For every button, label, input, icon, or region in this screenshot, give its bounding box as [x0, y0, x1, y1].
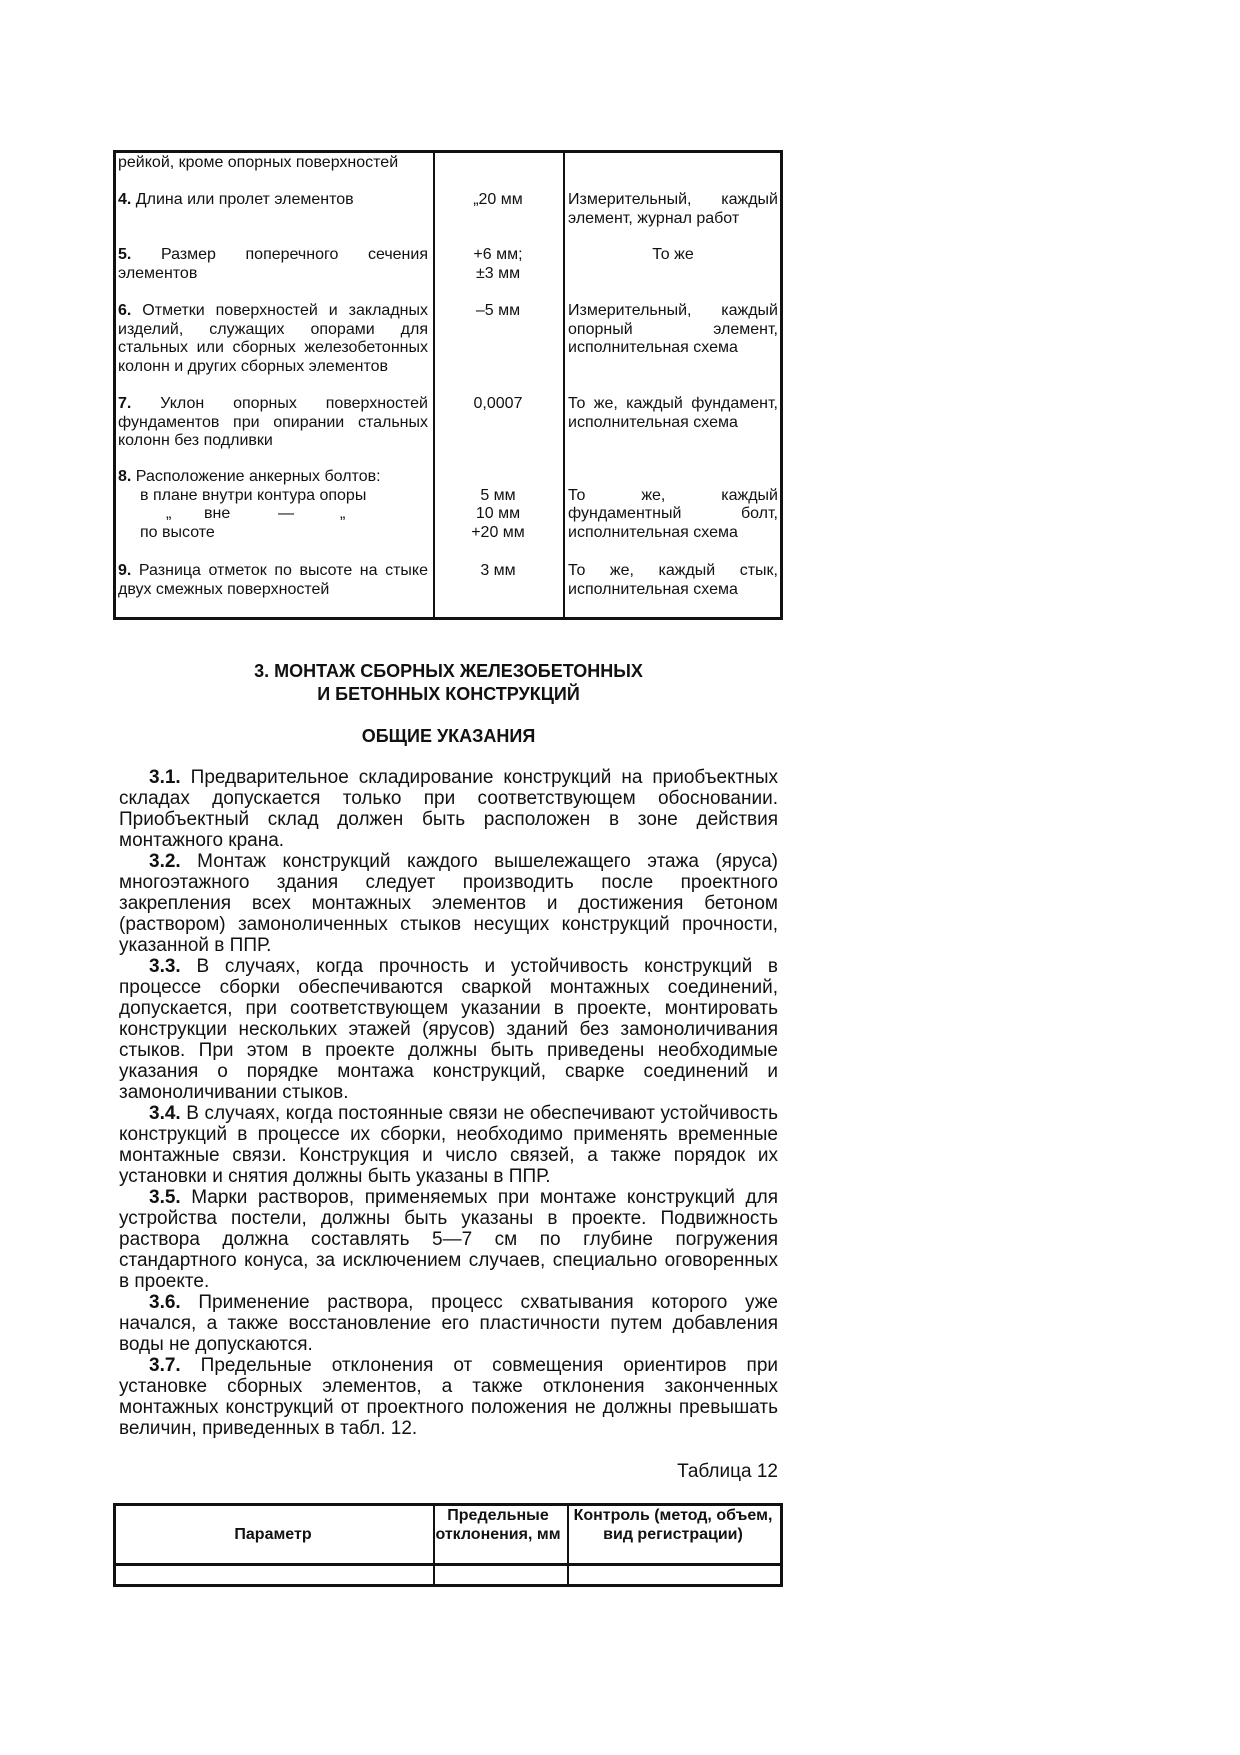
deviation-cell: –5 мм [475, 302, 521, 319]
header-parameter: Параметр [234, 1526, 312, 1543]
row-number: 7. [118, 395, 132, 412]
table-caption: Таблица 12 [677, 1461, 778, 1482]
param-text: Расположение анкерных болтов: [135, 468, 381, 485]
row-number: 5. [118, 246, 132, 263]
deviation-line: +20 мм [471, 523, 525, 541]
param-text: Разница отметок по высоте на стыке двух смежных поверхностей [118, 562, 428, 598]
paragraph: 3.4. В случаях, когда постоянные связи не обеспечивают устойчивость конструкций в процессе их сборки, необходимо применять временные монтажные связи. Конструкция и число связей, а также порядок их установки и снятия должны быть указаны в ППР. [119, 1103, 778, 1187]
deviation-cell [436, 246, 560, 283]
deviation-cell [436, 487, 560, 543]
sub-item-ditto: „ вне — „ [166, 505, 346, 522]
deviation-cell: „20 мм [473, 191, 523, 208]
header-divider [116, 1563, 780, 1566]
param-cell [118, 302, 428, 376]
param-cell [118, 191, 428, 210]
paragraph: 3.3. В случаях, когда прочность и устойчивость конструкций в процессе сборки обеспечиваются сваркой монтажных соединений, допускается, при соответствующем указании в проекте, монтировать конструкции нескольких этажей (ярусов) зданий без замоноличивания стыков. При этом в проекте должны быть приведены необходимые указания о порядке монтажа конструкций, сварке соединений и замоноличивании стыков. [119, 956, 778, 1103]
section-title [119, 660, 778, 706]
column-divider [433, 153, 435, 617]
control-cell: То же, каждый фундаментный болт, исполнительная схема [568, 486, 778, 541]
paragraph: 3.5. Марки растворов, применяемых при монтаже конструкций для устройства постели, должны быть указаны в проекте. Подвижность раствора должна составлять 5—7 см по глубине погружения стандартного конуса, за исключением случаев, специально оговоренных в проекте. [119, 1187, 778, 1292]
deviation-line: ±3 мм [475, 264, 521, 282]
header-deviation: Предельные отклонения, мм [435, 1507, 561, 1543]
section-subtitle: ОБЩИЕ УКАЗАНИЯ [361, 726, 536, 746]
param-text: Уклон опорных поверхностей фундаментов при опирании стальных колонн без подливки [118, 395, 428, 449]
control-cell: То же, каждый фундамент, исполнительная схема [568, 395, 778, 431]
row-number: 8. [118, 468, 132, 485]
paragraph: 3.2. Монтаж конструкций каждого вышележащего этажа (яруса) многоэтажного здания следует производить после проектного закрепления всех монтажных элементов и достижения бетоном (раствором) замоноличенных стыков несущих конструкций прочности, указанной в ППР. [119, 851, 778, 956]
control-cell: Измерительный, каждый элемент, журнал работ [568, 191, 778, 227]
param-text: Длина или пролет элементов [135, 191, 354, 208]
deviation-line: +6 мм; [473, 246, 523, 263]
section-body [119, 767, 778, 1439]
param-cell [118, 468, 428, 542]
sub-item: в плане внутри контура опоры [140, 486, 367, 504]
param-text: Отметки поверхностей и закладных изделий, служащих опорами для стальных или сборных железобетонных колонн и других сборных элементов [118, 302, 429, 375]
param-cell [118, 395, 428, 451]
paragraph: 3.1. Предварительное складирование конструкций на приобъектных складах допускается только при соответствующем обосновании. Приобъектный склад должен быть расположен в зоне действия монтажного крана. [119, 767, 778, 851]
control-cell: То же, каждый стык, исполнительная схема [568, 562, 778, 598]
control-cell: Измерительный, каждый опорный элемент, исполнительная схема [568, 302, 778, 356]
column-divider [563, 153, 565, 617]
deviation-cell: 0,0007 [473, 395, 523, 412]
paragraph: 3.6. Применение раствора, процесс схватывания которого уже начался, а также восстановление его пластичности путем добавления воды не допускаются. [119, 1292, 778, 1355]
param-cell [118, 562, 428, 599]
param-cell [118, 246, 428, 283]
section-title-line: И БЕТОННЫХ КОНСТРУКЦИЙ [317, 684, 580, 704]
section-title-line: 3. МОНТАЖ СБОРНЫХ ЖЕЛЕЗОБЕТОННЫХ [254, 661, 643, 681]
row-number: 9. [118, 562, 132, 579]
paragraph: 3.7. Предельные отклонения от совмещения ориентиров при установке сборных элементов, а также отклонения законченных монтажных конструкций от проектного положения не должны превышать величин, приведенных в табл. 12. [119, 1355, 779, 1439]
row-number: 4. [118, 191, 132, 208]
deviation-cell: 3 мм [480, 562, 516, 579]
row-number: 6. [118, 302, 132, 319]
param-text: Размер поперечного сечения элементов [118, 246, 428, 282]
param-cell: рейкой, кроме опорных поверхностей [118, 154, 399, 171]
header-control: Контроль (метод, объем, вид регистрации) [573, 1507, 773, 1543]
sub-item: по высоте [140, 523, 215, 541]
control-cell: То же [652, 246, 694, 263]
deviation-line: 5 мм [480, 486, 516, 504]
deviation-line: 10 мм [475, 505, 521, 522]
